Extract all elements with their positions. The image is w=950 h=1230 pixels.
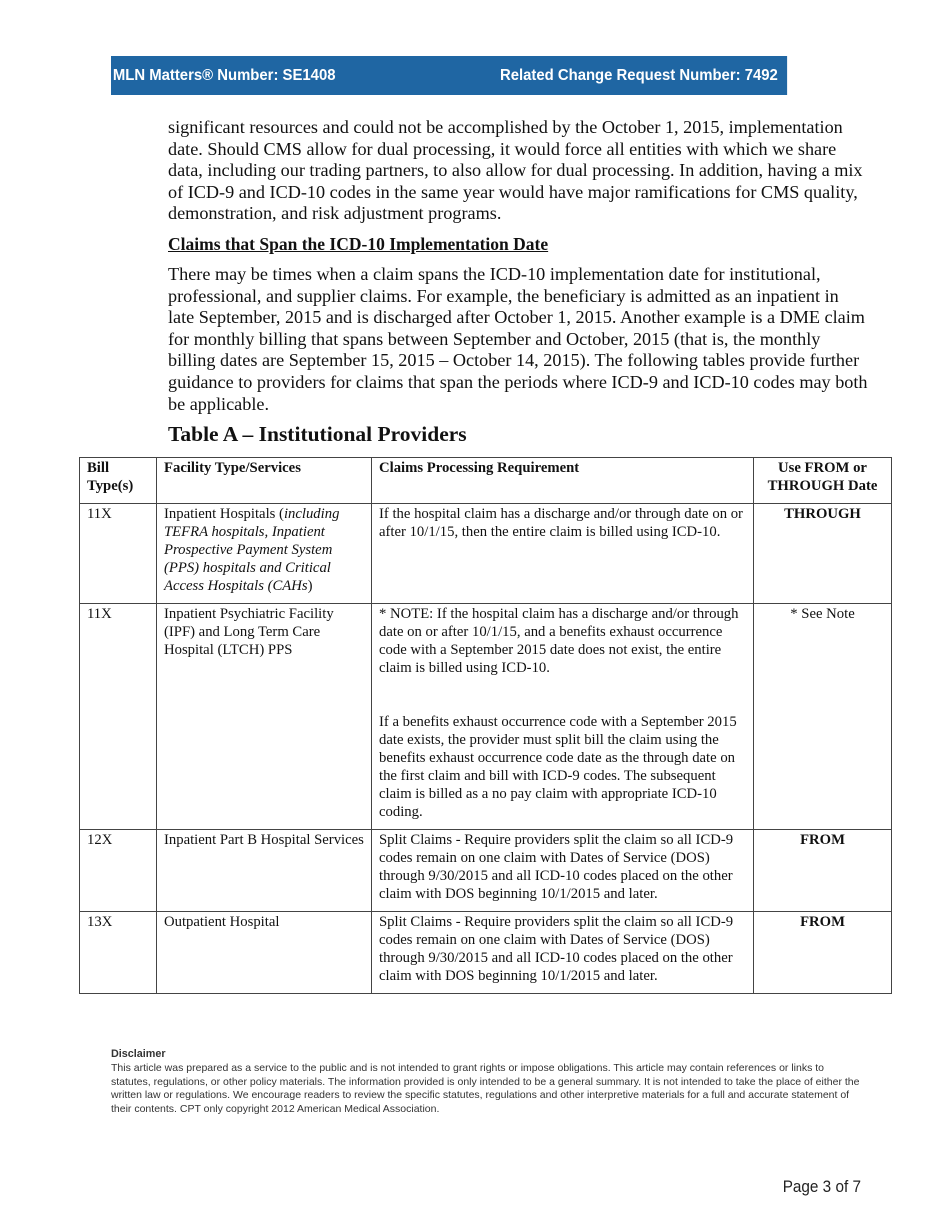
use-date-cell — [754, 830, 892, 912]
institutional-providers-table — [79, 457, 892, 994]
bill-type-cell: 13X — [80, 912, 157, 994]
mln-number: MLN Matters® Number: SE1408 — [112, 66, 336, 84]
paragraph-gap — [379, 677, 746, 713]
intro-paragraph: significant resources and could not be accomplished by the October 1, 2015, implementation date. Should CMS allow for dual processing, it would force all entities with which we share data, including our trading partners, to also allow for dual processing. In addition, having a mix of ICD-9 and ICD-10 codes in the same year would have major ramifications for CMS quality, demonstration, and risk adjustment programs. — [168, 117, 863, 224]
use-date-value: FROM — [800, 832, 845, 848]
use-date-cell: * See Note — [754, 604, 892, 830]
use-date-cell — [754, 912, 892, 994]
use-date-value: THROUGH — [784, 506, 861, 522]
disclaimer-text: This article was prepared as a service to the public and is not intended to grant rights or impose obligations. This article may contain references or links to statutes, regulations, or other policy materials. The information provided is only intended to be a general summary. It is not intended to take the place of either the written law or regulations. We encourage readers to review the specific statutes, regulations and other interpretive materials for a full and accurate statement of their contents. CPT only copyright 2012 American Medical Association. — [111, 1061, 860, 1116]
facility-cell: Outpatient Hospital — [157, 912, 372, 994]
change-request-number: Related Change Request Number: 7492 — [499, 66, 778, 84]
section-heading: Claims that Span the ICD-10 Implementation Date — [168, 234, 549, 254]
facility-cell: Inpatient Part B Hospital Services — [157, 830, 372, 912]
page-number: Page 3 of 7 — [782, 1177, 861, 1196]
requirement-cell: Split Claims - Require providers split the claim so all ICD-9 codes remain on one claim with Dates of Service (DOS) through 9/30/2015 and all ICD-10 codes placed on the other claim with DOS beginning 10/1/2015 and later. — [372, 912, 754, 994]
bill-type-cell: 11X — [80, 504, 157, 604]
facility-cell: Inpatient Psychiatric Facility (IPF) and Long Term Care Hospital (LTCH) PPS — [157, 604, 372, 830]
use-date-cell — [754, 504, 892, 604]
header-facility: Facility Type/Services — [157, 458, 372, 504]
facility-cell — [157, 504, 372, 604]
header-bar — [111, 56, 787, 95]
requirement-cell: Split Claims - Require providers split the claim so all ICD-9 codes remain on one claim with Dates of Service (DOS) through 9/30/2015 and all ICD-10 codes placed on the other claim with DOS beginning 10/1/2015 and later. — [372, 830, 754, 912]
header-bill-type: Bill Type(s) — [80, 458, 157, 504]
table-title: Table A – Institutional Providers — [168, 422, 467, 446]
requirement-note: * NOTE: If the hospital claim has a discharge and/or through date on or after 10/1/15, and a benefits exhaust occurrence code with a September 2015 date does not exist, the entire claim is billed using ICD-10. — [379, 606, 739, 676]
bill-type-cell: 11X — [80, 604, 157, 830]
facility-prefix: Inpatient Hospitals ( — [164, 506, 284, 522]
disclaimer-title: Disclaimer — [111, 1048, 166, 1060]
header-requirement: Claims Processing Requirement — [372, 458, 754, 504]
use-date-value: FROM — [800, 914, 845, 930]
section-paragraph: There may be times when a claim spans the ICD-10 implementation date for institutional, professional, and supplier claims. For example, the beneficiary is admitted as an inpatient in late September, 2015 and is discharged after October 1, 2015. Another example is a DME claim for monthly billing that spans between September and October, 2015 (that is, the monthly billing dates are September 15, 2015 – October 14, 2015). The following tables provide further guidance to providers for claims that span the periods where ICD-9 and ICD-10 codes may both be applicable. — [168, 264, 868, 414]
table-row — [80, 830, 892, 912]
requirement-cell — [372, 604, 754, 830]
table-header-row — [80, 458, 892, 504]
bill-type-cell: 12X — [80, 830, 157, 912]
requirement-more: If a benefits exhaust occurrence code with a September 2015 date exists, the provider must split bill the claim using the benefits exhaust occurrence code date as the through date on the first claim and bill with ICD-9 codes. The subsequent claim is billed as a no pay claim with appropriate ICD-10 coding. — [379, 714, 737, 820]
facility-italic: including TEFRA hospitals, Inpatient Prospective Payment System (PPS) hospitals and Critical Access Hospitals (CAHs — [164, 506, 340, 594]
header-use-date: Use FROM or THROUGH Date — [754, 458, 892, 504]
table-row — [80, 912, 892, 994]
disclaimer — [111, 1048, 861, 1117]
facility-suffix: ) — [307, 578, 313, 594]
requirement-cell: If the hospital claim has a discharge and/or through date on or after 10/1/15, then the entire claim is billed using ICD-10. — [372, 504, 754, 604]
table-row — [80, 604, 892, 830]
table-row — [80, 504, 892, 604]
